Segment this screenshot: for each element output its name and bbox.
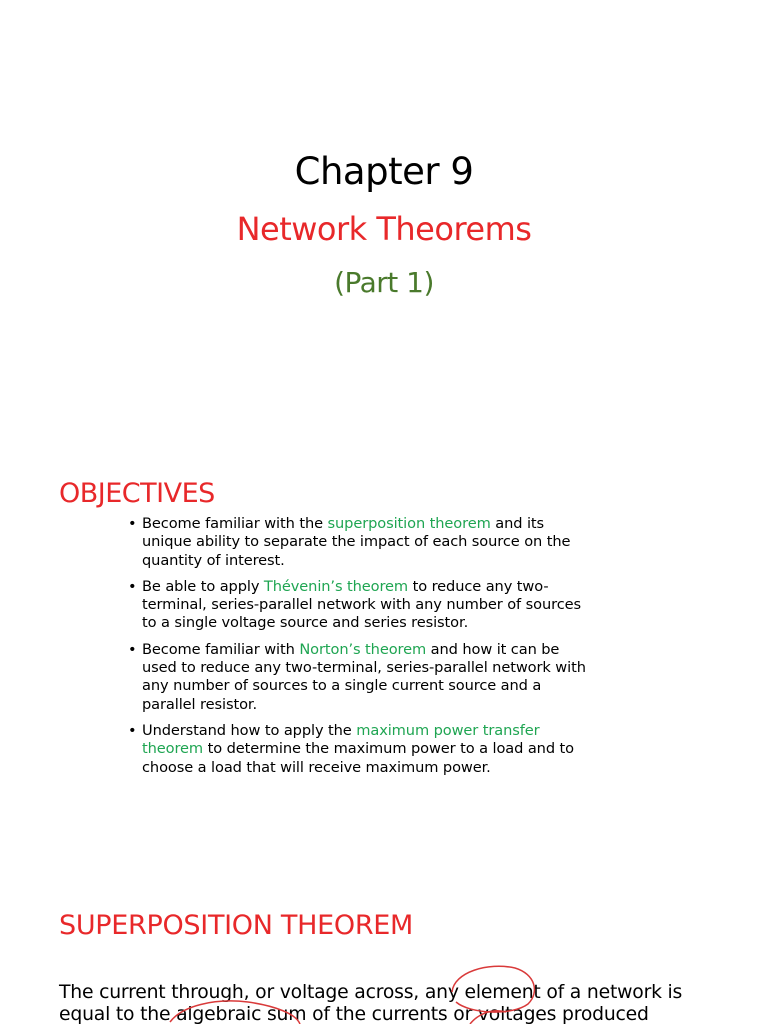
objective-item (126, 578, 596, 633)
objective-text: and how it can be used to reduce any two-terminal, series-parallel network with any number of sources to a single current source and a parallel resistor. (142, 640, 586, 713)
objective-highlight: Norton’s theorem (299, 640, 427, 658)
chapter-title: Chapter 9 (294, 150, 474, 193)
objective-text: Become familiar with (142, 640, 300, 658)
part-label: (Part 1) (334, 266, 434, 299)
objective-item (126, 515, 596, 570)
objective-highlight: superposition theorem (327, 515, 491, 532)
objective-text: to determine the maximum power to a load and to choose a load that will receive maximum power. (142, 740, 574, 776)
objective-text: to reduce any two-terminal, series-parallel network with any number of sources to a single voltage source and series resistor. (142, 577, 581, 632)
objective-item (126, 641, 596, 714)
objective-item (126, 722, 596, 777)
objective-text: and its unique ability to separate the impact of each source on the quantity of interest. (142, 515, 571, 569)
objective-highlight: maximum power transfer theorem (142, 721, 540, 758)
chapter-subtitle: Network Theorems (236, 210, 532, 248)
objectives-list (126, 515, 596, 785)
objective-text: Become familiar with the (142, 515, 328, 532)
objective-text: Understand how to apply the (142, 721, 357, 739)
objective-highlight: Thévenin’s theorem (263, 577, 409, 595)
superposition-heading: SUPERPOSITION THEOREM (59, 910, 414, 941)
superposition-text: The current through, or voltage across, any element of a network is equal to the algebraic sum of the currents or voltages produced (59, 982, 683, 1025)
objectives-heading: OBJECTIVES (59, 478, 215, 509)
objective-text: Be able to apply (142, 577, 264, 595)
